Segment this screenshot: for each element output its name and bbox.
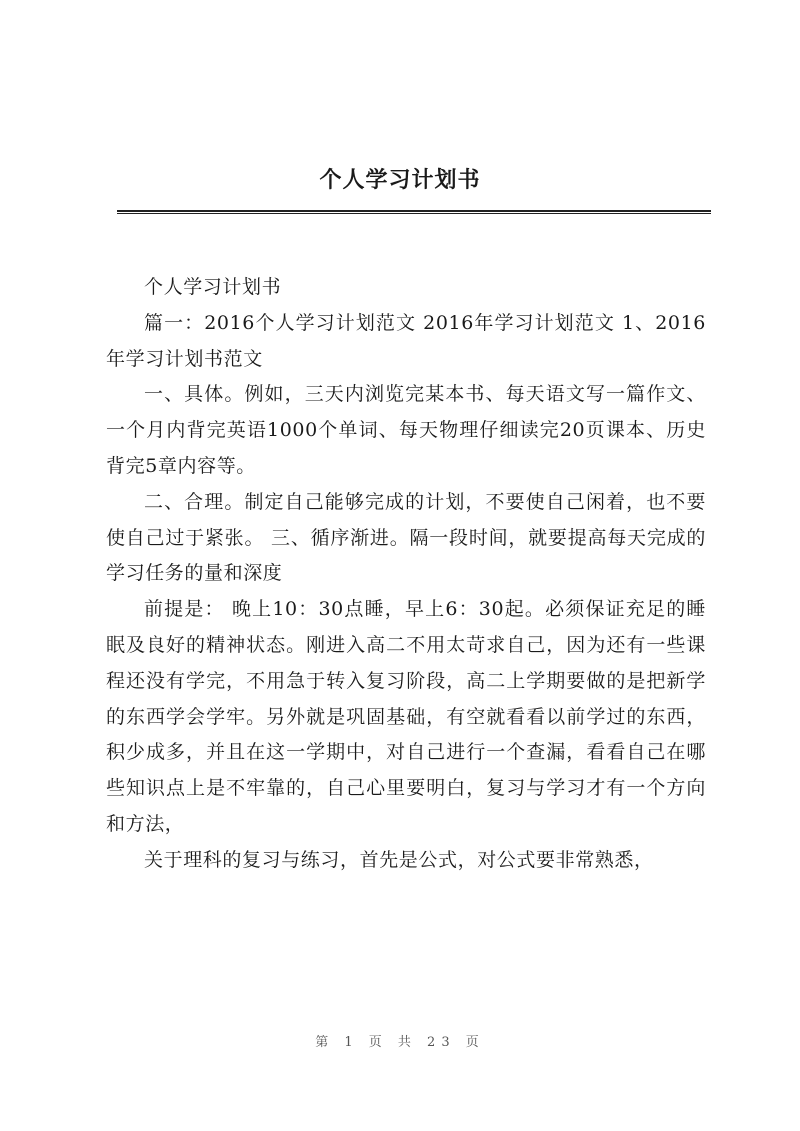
paragraph: 二、合理。制定自己能够完成的计划，不要使自己闲着，也不要使自己过于紧张。 三、循序渐进。隔一段时间，就要提高每天完成的学习任务的量和深度 xyxy=(106,490,706,585)
document-body xyxy=(106,270,706,879)
paragraph: 关于理科的复习与练习，首先是公式，对公式要非常熟悉， xyxy=(144,848,654,871)
page-number: 第 1 页 共 23 页 xyxy=(315,1035,485,1050)
paragraph: 一、具体。例如，三天内浏览完某本书、每天语文写一篇作文、一个月内背完英语1000个单词、每天物理仔细读完20页课本、历史背完5章内容等。 xyxy=(106,383,706,477)
paragraph: 篇一：2016个人学习计划范文 2016年学习计划范文 1、2016年学习计划书范文 xyxy=(106,311,706,370)
paragraph: 前提是： 晚上10：30点睡，早上6：30起。必须保证充足的睡眠及良好的精神状态。刚进入高二不用太苛求自己，因为还有一些课程还没有学完，不用急于转入复习阶段，高二上学期要做的是把新学的东西学会学牢。另外就是巩固基础，有空就看看以前学过的东西，积少成多，并且在这一学期中，对自己进行一个查漏，看看自己在哪些知识点上是不牢靠的，自己心里要明白，复习与学习才有一个方向和方法， xyxy=(106,598,706,835)
title-divider xyxy=(117,210,711,214)
page-title: 个人学习计划书 xyxy=(319,167,481,193)
paragraph: 个人学习计划书 xyxy=(144,276,282,298)
